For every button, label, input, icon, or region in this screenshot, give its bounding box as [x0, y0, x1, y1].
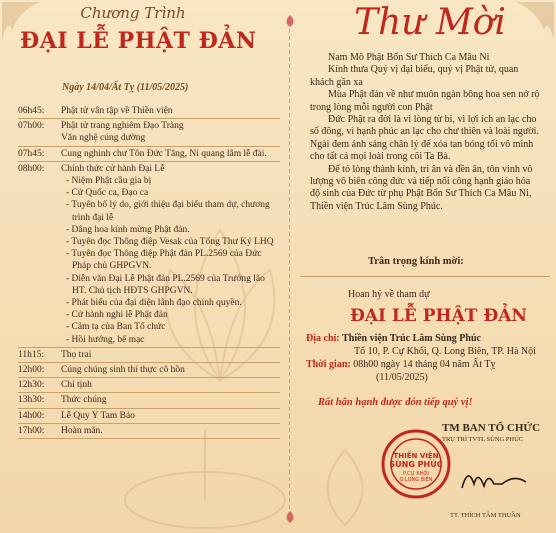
schedule-subitem: - Niệm Phật cầu gia bị: [66, 176, 152, 187]
schedule-subitem: - Diễn văn Đại Lễ Phật đản PL.2569 của Trưởng lão HT. Chủ tịch HĐTS GHPGVN.: [66, 273, 265, 296]
schedule-row: Văn nghệ cúng dường: [61, 133, 146, 144]
time-value: 08h00 ngày 14 tháng 04 năm Ất Tỵ: [353, 359, 496, 370]
svg-text:SÙNG PHÚC: SÙNG PHÚC: [389, 460, 443, 469]
program-date: Ngày 14/04/Ất Tỵ (11/05/2025): [62, 82, 189, 93]
schedule-row: 07h45: Cung nghinh chư Tôn Đức Tăng, Ni quang lâm lễ đài.: [18, 148, 267, 159]
organizer-title: TM BAN TỔ CHỨC: [442, 422, 541, 434]
schedule-row: 07h00: Phật tử trang nghiêm Đạo Tràng: [18, 121, 184, 132]
schedule-row: 14h00: Lễ Quy Y Tam Bảo: [18, 410, 135, 421]
time-line2: (11/05/2025): [376, 372, 428, 383]
schedule-subitem: - Tuyên bố lý do, giới thiệu đại biểu tham dự, chương trình đại lễ: [66, 200, 270, 223]
schedule-subitem: - Tuyên đọc Thông điệp Vesak của Tổng Thư Ký LHQ: [66, 237, 274, 248]
letter-body: [310, 52, 542, 213]
temple-seal-icon: [380, 428, 452, 500]
schedule-row: 12h30: Chỉ tịnh: [18, 380, 92, 391]
event-title: ĐẠI LỄ PHẬT ĐẢN: [350, 306, 527, 326]
letter-paragraph: Đức Phật ra đời là vì lòng từ bi, vì lợi ích an lạc cho số đông, vì hạnh phúc an lạc cho chư thiên và loài người. Ngài đem ánh sáng chân lý để xóa tan bóng tối vô minh cho tất cả mọi loài trong cõi Ta Bà.: [310, 114, 539, 163]
schedule-subitem: - Cảm tạ của Ban Tổ chức: [66, 322, 166, 333]
schedule-subitem: - Hồi hướng, bế mạc: [66, 334, 145, 345]
respect-line: Trân trọng kính mời:: [368, 256, 464, 267]
signer-name: TT. THÍCH TÂM THUẦN: [450, 512, 521, 519]
address-line2: Tổ 10, P. Cự Khối, Q. Long Biên, TP. Hà Nội: [354, 346, 536, 357]
program-script-title: Chương Trình: [80, 4, 186, 22]
signature-icon: [458, 460, 530, 496]
schedule-row: 08h00: Chính thức cử hành Đại Lễ: [18, 163, 165, 174]
schedule-row: 06h45: Phật tử vân tập về Thiền viện: [18, 106, 173, 116]
svg-text:P.CỰ KHỐI: P.CỰ KHỐI: [403, 471, 429, 477]
address-label: Địa chỉ:: [306, 333, 340, 344]
attend-line: Hoan hỷ về tham dự: [348, 289, 430, 300]
organizer-subtitle: TRỤ TRÌ TVTL SÙNG PHÚC: [442, 436, 524, 443]
letter-paragraph: Để tỏ lòng thành kính, tri ân và đền ân, tôn vinh vô lượng vô biên công đức và tiếp nối công hạnh giáo hóa độ sinh của Đức từ phụ Phật Bổn Sư Thích Ca Mâu Ni, Thiền viện Trúc Lâm Sùng Phúc.: [310, 163, 533, 212]
schedule-list: [18, 105, 280, 440]
schedule-subitem: - Dâng hoa kính mừng Phật đản.: [66, 224, 190, 235]
event-details: [306, 332, 550, 384]
svg-text:THIỀN VIỆN: THIỀN VIỆN: [393, 452, 439, 460]
program-title: ĐẠI LỄ PHẬT ĐẢN: [20, 28, 257, 54]
svg-text:Q.LONG BIÊN: Q.LONG BIÊN: [399, 477, 433, 483]
time-label: Thời gian:: [306, 359, 351, 370]
schedule-subitem: - Tuyên đọc Thông điệp Phật đản PL.2569 của Đức Pháp chủ GHPGVN.: [66, 249, 262, 272]
schedule-row: 17h00: Hoàn mãn.: [18, 425, 103, 436]
schedule-row: 12h00: Cúng chúng sinh thí thực cô hồn: [18, 365, 185, 376]
letter-paragraph: Mùa Phật đản về như muôn ngàn bông hoa sen nở rộ trong lòng mỗi người con Phật: [310, 89, 540, 113]
schedule-subitem: - Cử hành nghi lễ Phật đản: [66, 310, 168, 321]
schedule-row: 13h30: Thức chúng: [18, 395, 107, 406]
address-value: Thiền viện Trúc Lâm Sùng Phúc: [342, 333, 481, 344]
schedule-row: 11h15: Thọ trai: [18, 349, 92, 360]
schedule-subitem: - Phát biểu của đại diện lãnh đạo chính quyền.: [66, 298, 242, 309]
letter-panel: [290, 0, 556, 533]
greeting-line: Nam Mô Phật Bổn Sư Thích Ca Mâu Ni: [328, 52, 490, 63]
section-divider: [300, 276, 550, 277]
letter-title: Thư Mời: [354, 2, 506, 43]
greeting-line: Kính thưa Quý vị đại biểu, quý vị Phật tử, quan khách gần xa: [310, 64, 519, 88]
welcome-line: Rất hân hạnh được đón tiếp quý vị!: [318, 397, 473, 408]
schedule-subitem: - Cử Quốc ca, Đạo ca: [66, 188, 149, 199]
